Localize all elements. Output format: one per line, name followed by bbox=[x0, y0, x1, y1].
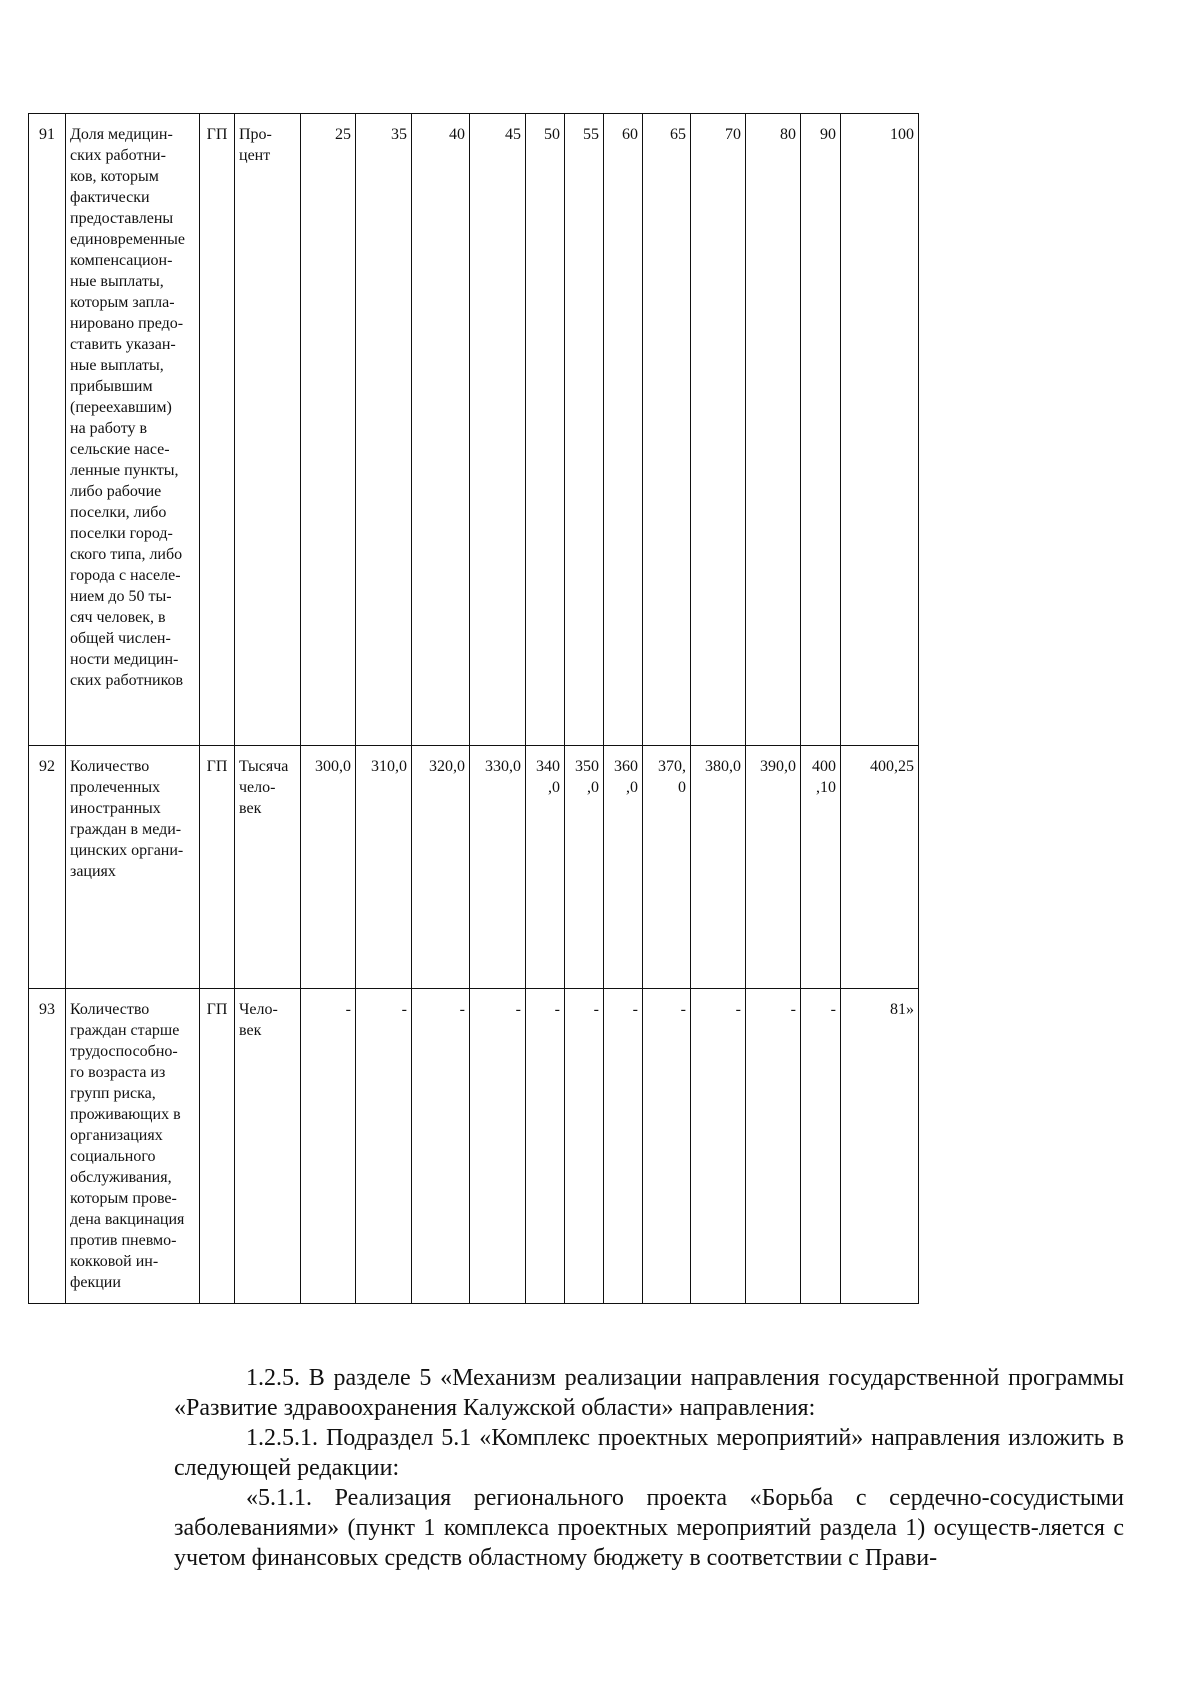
value-cell: 400 ,10 bbox=[801, 746, 841, 989]
value-cell: 80 bbox=[746, 114, 801, 746]
value-cell: - bbox=[604, 989, 643, 1304]
value-cell: 35 bbox=[356, 114, 412, 746]
value-cell: 310,0 bbox=[356, 746, 412, 989]
value-cell: - bbox=[565, 989, 604, 1304]
value-cell: 40 bbox=[412, 114, 470, 746]
indicator-type: ГП bbox=[200, 114, 235, 746]
value-cell: 25 bbox=[301, 114, 356, 746]
value-cell: 300,0 bbox=[301, 746, 356, 989]
row-number: 92 bbox=[29, 746, 66, 989]
value-cell: - bbox=[301, 989, 356, 1304]
value-cell: - bbox=[356, 989, 412, 1304]
unit-of-measure: Про- цент bbox=[235, 114, 301, 746]
value-cell: 360 ,0 bbox=[604, 746, 643, 989]
value-cell: - bbox=[691, 989, 746, 1304]
table-row bbox=[29, 114, 919, 746]
value-cell: 65 bbox=[643, 114, 691, 746]
indicators-table bbox=[28, 113, 919, 1304]
value-cell: 400,25 bbox=[841, 746, 919, 989]
row-number: 93 bbox=[29, 989, 66, 1304]
row-number: 91 bbox=[29, 114, 66, 746]
value-cell: 70 bbox=[691, 114, 746, 746]
value-cell: 60 bbox=[604, 114, 643, 746]
indicator-type: ГП bbox=[200, 989, 235, 1304]
table-row bbox=[29, 746, 919, 989]
value-cell: 390,0 bbox=[746, 746, 801, 989]
value-cell: - bbox=[643, 989, 691, 1304]
amendment-text bbox=[174, 1363, 1124, 1573]
indicator-name: Количество пролеченных иностранных граждан в меди- цинских органи- зациях bbox=[66, 746, 200, 989]
value-cell: 81» bbox=[841, 989, 919, 1304]
value-cell: 100 bbox=[841, 114, 919, 746]
value-cell: 50 bbox=[526, 114, 565, 746]
value-cell: 55 bbox=[565, 114, 604, 746]
value-cell: 380,0 bbox=[691, 746, 746, 989]
value-cell: 45 bbox=[470, 114, 526, 746]
paragraph: 1.2.5. В разделе 5 «Механизм реализации направления государственной программы «Развитие здравоохранения Калужской области» направления: bbox=[174, 1365, 1124, 1421]
value-cell: - bbox=[526, 989, 565, 1304]
value-cell: 340 ,0 bbox=[526, 746, 565, 989]
value-cell: 320,0 bbox=[412, 746, 470, 989]
value-cell: - bbox=[412, 989, 470, 1304]
unit-of-measure: Тысяча чело- век bbox=[235, 746, 301, 989]
paragraph: «5.1.1. Реализация регионального проекта «Борьба с сердечно-сосудистыми заболеваниями» (пункт 1 комплекса проектных мероприятий раздела 1) осуществ-ляется с учетом финансовых средств областному бюджету в соответствии с Прави- bbox=[174, 1485, 1124, 1571]
value-cell: 90 bbox=[801, 114, 841, 746]
table-row bbox=[29, 989, 919, 1304]
paragraph: 1.2.5.1. Подраздел 5.1 «Комплекс проектных мероприятий» направления изложить в следующей редакции: bbox=[174, 1425, 1124, 1481]
unit-of-measure: Чело- век bbox=[235, 989, 301, 1304]
indicator-type: ГП bbox=[200, 746, 235, 989]
indicator-name: Количество граждан старше трудоспособно- го возраста из групп риска, проживающих в организациях социального обслуживания, которым прове- дена вакцинация против пневмо- кокковой ин- фекции bbox=[66, 989, 200, 1304]
indicator-name: Доля медицин- ских работни- ков, которым фактически предоставлены единовременные компенсацион- ные выплаты, которым запла- нировано предо- ставить указан- ные выплаты, прибывшим (переехавшим) на работу в сельские насе- ленные пункты, либо рабочие поселки, либо поселки город- ского типа, либо города с населе- нием до 50 ты- сяч человек, в общей числен- ности медицин- ских работников bbox=[66, 114, 200, 746]
value-cell: - bbox=[470, 989, 526, 1304]
value-cell: - bbox=[746, 989, 801, 1304]
value-cell: 330,0 bbox=[470, 746, 526, 989]
value-cell: 350 ,0 bbox=[565, 746, 604, 989]
value-cell: - bbox=[801, 989, 841, 1304]
value-cell: 370, 0 bbox=[643, 746, 691, 989]
